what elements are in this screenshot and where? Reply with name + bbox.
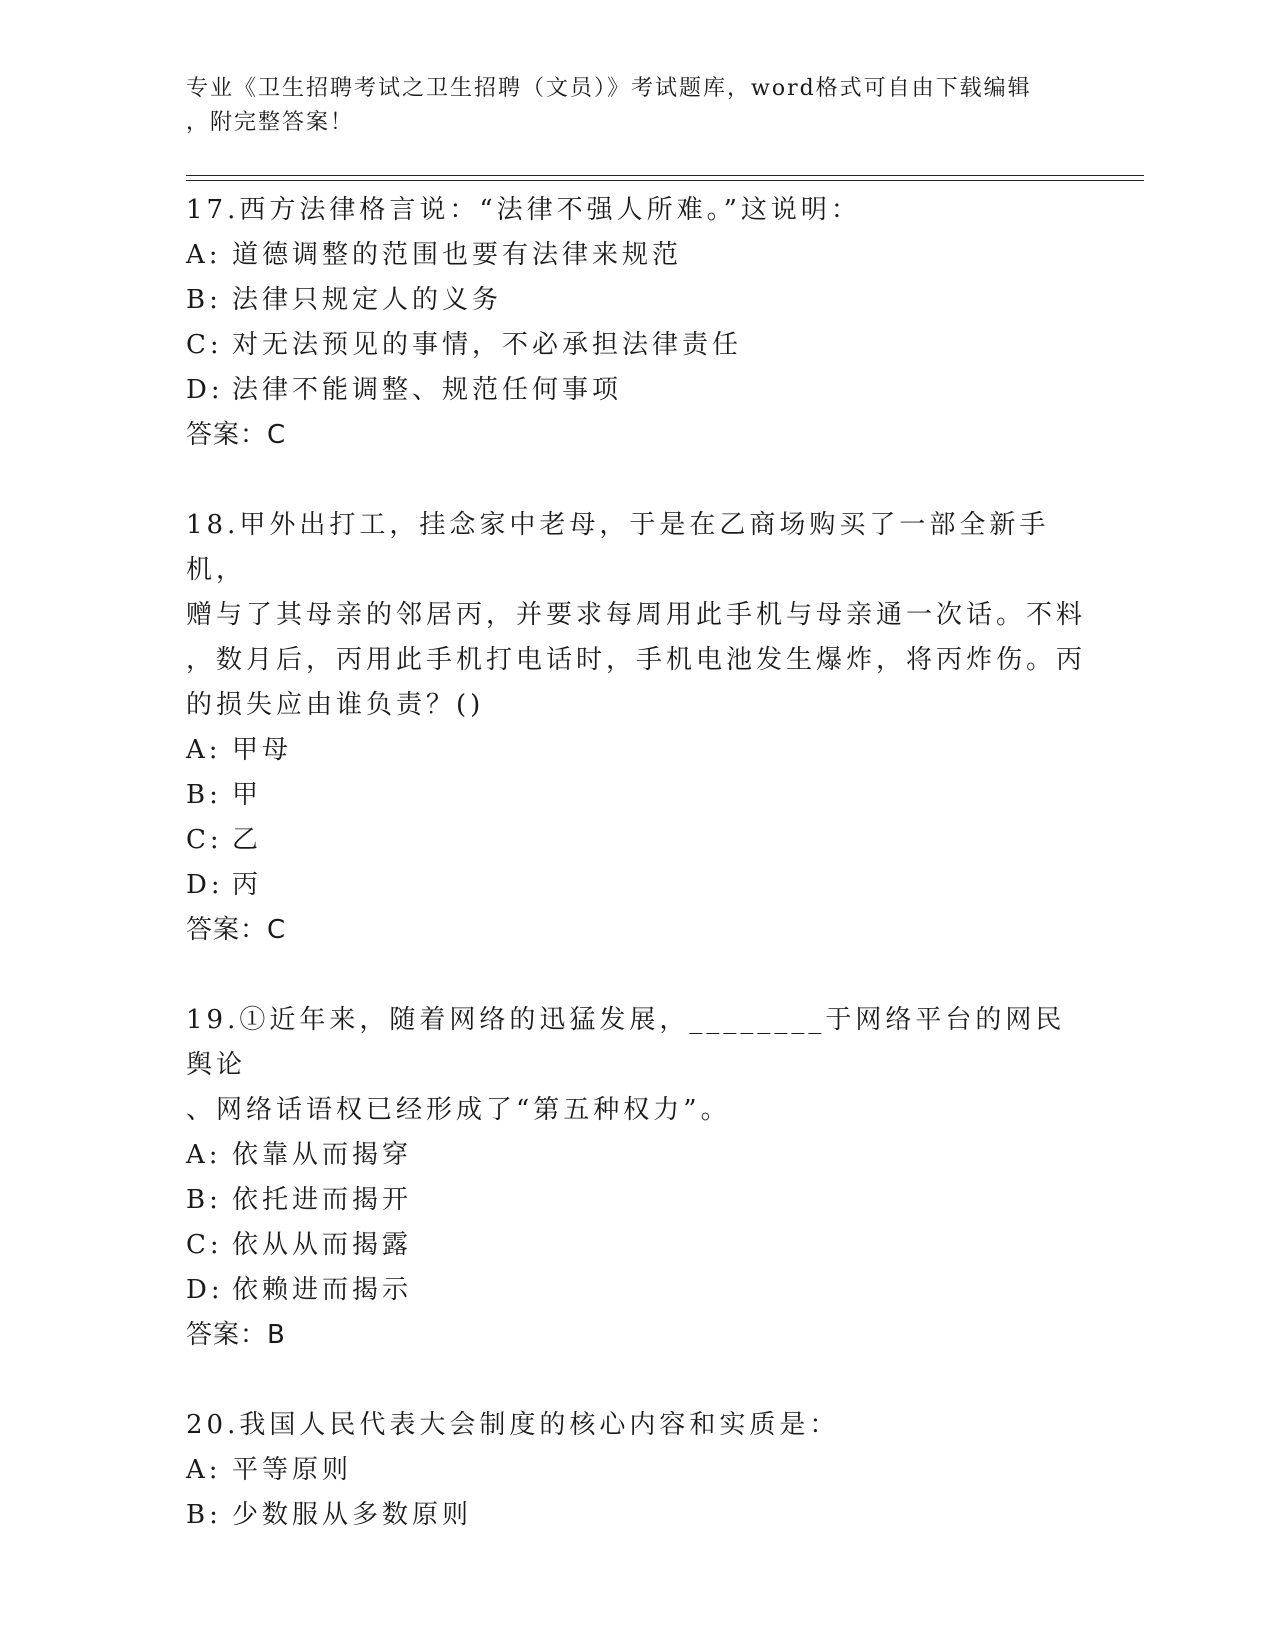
header-line-1: 专业《卫生招聘考试之卫生招聘（文员）》考试题库，word格式可自由下载编辑 bbox=[186, 76, 1032, 101]
option-letter: A: bbox=[186, 735, 222, 765]
stem-line: 20.我国人民代表大会制度的核心内容和实质是： bbox=[186, 1410, 840, 1440]
option-letter: C: bbox=[186, 825, 223, 855]
answer-line: 答案：C bbox=[186, 420, 287, 450]
option-text: 依从从而揭露 bbox=[232, 1230, 413, 1260]
question-stem bbox=[186, 503, 1086, 728]
option-text: 对无法预见的事情，不必承担法律责任 bbox=[232, 330, 743, 360]
header-line-2: ，附完整答案！ bbox=[186, 110, 355, 135]
option-c bbox=[186, 818, 1086, 863]
option-text: 依靠从而揭穿 bbox=[232, 1140, 413, 1170]
spacer bbox=[186, 953, 1086, 998]
header-divider-bottom bbox=[186, 180, 1144, 181]
option-text: 甲母 bbox=[232, 735, 293, 765]
question-stem bbox=[186, 1403, 1086, 1448]
question-stem bbox=[186, 188, 1086, 233]
option-text: 乙 bbox=[232, 825, 263, 855]
option-a bbox=[186, 233, 1086, 278]
option-letter: D: bbox=[186, 870, 224, 900]
option-a bbox=[186, 1448, 1086, 1493]
question-list bbox=[186, 188, 1086, 1538]
option-d bbox=[186, 863, 1086, 908]
question-20 bbox=[186, 1403, 1086, 1538]
header-divider-top bbox=[186, 175, 1144, 176]
option-text: 道德调整的范围也要有法律来规范 bbox=[232, 240, 683, 270]
option-text: 法律不能调整、规范任何事项 bbox=[232, 375, 623, 405]
option-text: 法律只规定人的义务 bbox=[232, 285, 503, 315]
option-letter: A: bbox=[186, 240, 222, 270]
stem-line: 18.甲外出打工，挂念家中老母，于是在乙商场购买了一部全新手机， bbox=[186, 510, 1050, 585]
option-c bbox=[186, 323, 1086, 368]
option-a bbox=[186, 728, 1086, 773]
option-text: 甲 bbox=[232, 780, 263, 810]
stem-line: 赠与了其母亲的邻居丙，并要求每周用此手机与母亲通一次话。不料 bbox=[186, 600, 1087, 630]
option-c bbox=[186, 1223, 1086, 1268]
option-text: 少数服从多数原则 bbox=[232, 1500, 473, 1530]
option-letter: B: bbox=[186, 1500, 222, 1530]
option-d bbox=[186, 368, 1086, 413]
option-text: 平等原则 bbox=[232, 1455, 353, 1485]
question-18 bbox=[186, 503, 1086, 953]
option-letter: C: bbox=[186, 1230, 223, 1260]
spacer bbox=[186, 1358, 1086, 1403]
option-text: 依托进而揭开 bbox=[232, 1185, 413, 1215]
option-letter: D: bbox=[186, 1275, 224, 1305]
option-b bbox=[186, 278, 1086, 323]
option-letter: C: bbox=[186, 330, 223, 360]
question-17 bbox=[186, 188, 1086, 458]
option-letter: B: bbox=[186, 285, 222, 315]
document-header bbox=[186, 72, 1086, 140]
option-letter: B: bbox=[186, 1185, 222, 1215]
stem-line: ，数月后，丙用此手机打电话时，手机电池发生爆炸，将丙炸伤。丙 bbox=[186, 645, 1087, 675]
stem-line: 17.西方法律格言说：“法律不强人所难。”这说明： bbox=[186, 195, 861, 225]
option-letter: A: bbox=[186, 1455, 222, 1485]
question-stem bbox=[186, 998, 1086, 1133]
option-a bbox=[186, 1133, 1086, 1178]
stem-line: 、网络话语权已经形成了“第五种权力”。 bbox=[186, 1095, 731, 1125]
option-text: 丙 bbox=[232, 870, 263, 900]
stem-line: 的损失应由谁负责？() bbox=[186, 690, 485, 720]
question-19 bbox=[186, 998, 1086, 1358]
answer-line: 答案：B bbox=[186, 1320, 286, 1350]
option-text: 依赖进而揭示 bbox=[232, 1275, 413, 1305]
option-letter: A: bbox=[186, 1140, 222, 1170]
spacer bbox=[186, 458, 1086, 503]
option-d bbox=[186, 1268, 1086, 1313]
option-b bbox=[186, 773, 1086, 818]
option-b bbox=[186, 1493, 1086, 1538]
option-letter: B: bbox=[186, 780, 222, 810]
stem-line: 19.①近年来，随着网络的迅猛发展，________于网络平台的网民舆论 bbox=[186, 1005, 1066, 1080]
option-b bbox=[186, 1178, 1086, 1223]
answer-line: 答案：C bbox=[186, 915, 287, 945]
option-letter: D: bbox=[186, 375, 224, 405]
